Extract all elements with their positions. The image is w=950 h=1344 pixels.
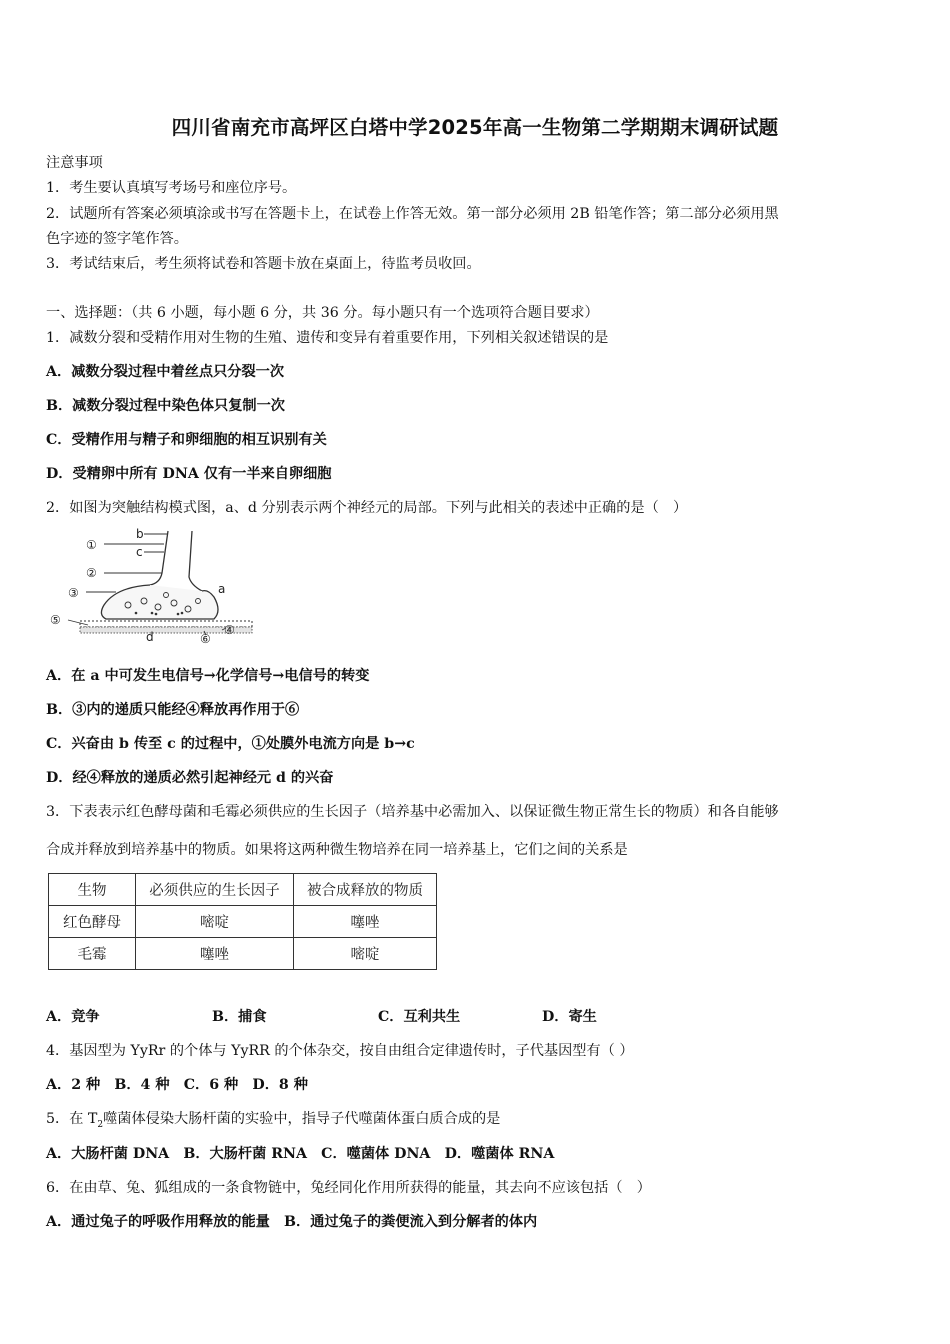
table-header-row xyxy=(49,874,437,906)
diagram-label-5: ⑤ xyxy=(50,613,61,627)
q4-stem: 4．基因型为 YyRr 的个体与 YyRR 的个体杂交，按自由组合定律遗传时，子代基因型有（ ） xyxy=(46,1043,634,1059)
q3-option-c: C．互利共生 xyxy=(378,1009,461,1025)
q4-options: A．2 种 B．4 种 C．6 种 D．8 种 xyxy=(46,1077,308,1093)
exam-title: 四川省南充市高坪区白塔中学2025年高一生物第二学期期末调研试题 xyxy=(171,116,779,139)
notice-item-2-cont: 色字迹的签字笔作答。 xyxy=(46,231,188,247)
diagram-label-3: ③ xyxy=(68,586,79,600)
q5-options: A．大肠杆菌 DNA B．大肠杆菌 RNA C．噬菌体 DNA D．噬菌体 RNA xyxy=(46,1146,555,1162)
diagram-label-2: ② xyxy=(86,566,97,580)
table-cell: 嘧啶 xyxy=(136,906,294,938)
diagram-label-b: b xyxy=(136,527,144,541)
table-header-cell: 被合成释放的物质 xyxy=(294,874,437,906)
diagram-label-4: ④ xyxy=(224,623,235,637)
table-row xyxy=(49,938,437,970)
table-cell: 噻唑 xyxy=(294,906,437,938)
notice-item-1: 1．考生要认真填写考场号和座位序号。 xyxy=(46,180,297,196)
synapse-diagram xyxy=(46,525,256,647)
q2-option-c: C．兴奋由 b 传至 c 的过程中，①处膜外电流方向是 b→c xyxy=(46,736,415,752)
diagram-label-6: ⑥ xyxy=(200,632,211,646)
q6-options: A．通过兔子的呼吸作用释放的能量 B．通过兔子的粪便流入到分解者的体内 xyxy=(46,1214,538,1230)
q2-option-d: D．经④释放的递质必然引起神经元 d 的兴奋 xyxy=(46,770,334,786)
q6-stem: 6．在由草、兔、狐组成的一条食物链中，兔经同化作用所获得的能量，其去向不应该包括（ ） xyxy=(46,1180,651,1196)
section-heading: 一、选择题：（共 6 小题，每小题 6 分，共 36 分。每小题只有一个选项符合题目要求） xyxy=(46,305,599,321)
q5-stem-post: 噬菌体侵染大肠杆菌的实验中，指导子代噬菌体蛋白质合成的是 xyxy=(103,1111,501,1127)
q3-stem-line1: 3．下表表示红色酵母菌和毛霉必须供应的生长因子（培养基中必需加入、以保证微生物正常生长的物质）和各自能够 xyxy=(46,804,779,820)
table-cell: 嘧啶 xyxy=(294,938,437,970)
q1-option-a: A．减数分裂过程中着丝点只分裂一次 xyxy=(46,364,285,380)
table-row xyxy=(49,906,437,938)
diagram-label-a: a xyxy=(218,582,226,596)
notice-item-3: 3．考试结束后，考生须将试卷和答题卡放在桌面上，待监考员收回。 xyxy=(46,256,481,272)
q1-option-b: B．减数分裂过程中染色体只复制一次 xyxy=(46,398,285,414)
q5-stem-subscript: 2 xyxy=(97,1119,104,1130)
growth-factor-table xyxy=(48,873,437,970)
q1-stem: 1．减数分裂和受精作用对生物的生殖、遗传和变异有着重要作用，下列相关叙述错误的是 xyxy=(46,330,609,346)
q2-option-a: A．在 a 中可发生电信号→化学信号→电信号的转变 xyxy=(46,668,370,684)
q3-stem-line2: 合成并释放到培养基中的物质。如果将这两种微生物培养在同一培养基上，它们之间的关系是 xyxy=(46,842,628,858)
q1-option-c: C．受精作用与精子和卵细胞的相互识别有关 xyxy=(46,432,327,448)
table-cell: 毛霉 xyxy=(49,938,136,970)
q3-option-a: A．竞争 xyxy=(46,1009,100,1025)
notice-heading: 注意事项 xyxy=(46,155,103,171)
q5-stem xyxy=(46,1108,500,1130)
q2-option-b: B．③内的递质只能经④释放再作用于⑥ xyxy=(46,702,300,718)
table-header-cell: 生物 xyxy=(49,874,136,906)
table-header-cell: 必须供应的生长因子 xyxy=(136,874,294,906)
table-cell: 噻唑 xyxy=(136,938,294,970)
q2-stem: 2．如图为突触结构模式图，a、d 分别表示两个神经元的局部。下列与此相关的表述中正确的是（ ） xyxy=(46,500,688,516)
q3-option-b: B．捕食 xyxy=(212,1009,267,1025)
table-cell: 红色酵母 xyxy=(49,906,136,938)
q1-option-d: D．受精卵中所有 DNA 仅有一半来自卵细胞 xyxy=(46,466,332,482)
q3-option-d: D．寄生 xyxy=(542,1009,597,1025)
diagram-label-d: d xyxy=(146,630,154,644)
diagram-label-1: ① xyxy=(86,538,97,552)
diagram-label-c: c xyxy=(136,545,143,559)
notice-item-2: 2．试题所有答案必须填涂或书写在答题卡上，在试卷上作答无效。第一部分必须用 2B 铅笔作答；第二部分必须用黑 xyxy=(46,206,779,222)
q5-stem-pre: 5．在 T xyxy=(46,1111,98,1127)
